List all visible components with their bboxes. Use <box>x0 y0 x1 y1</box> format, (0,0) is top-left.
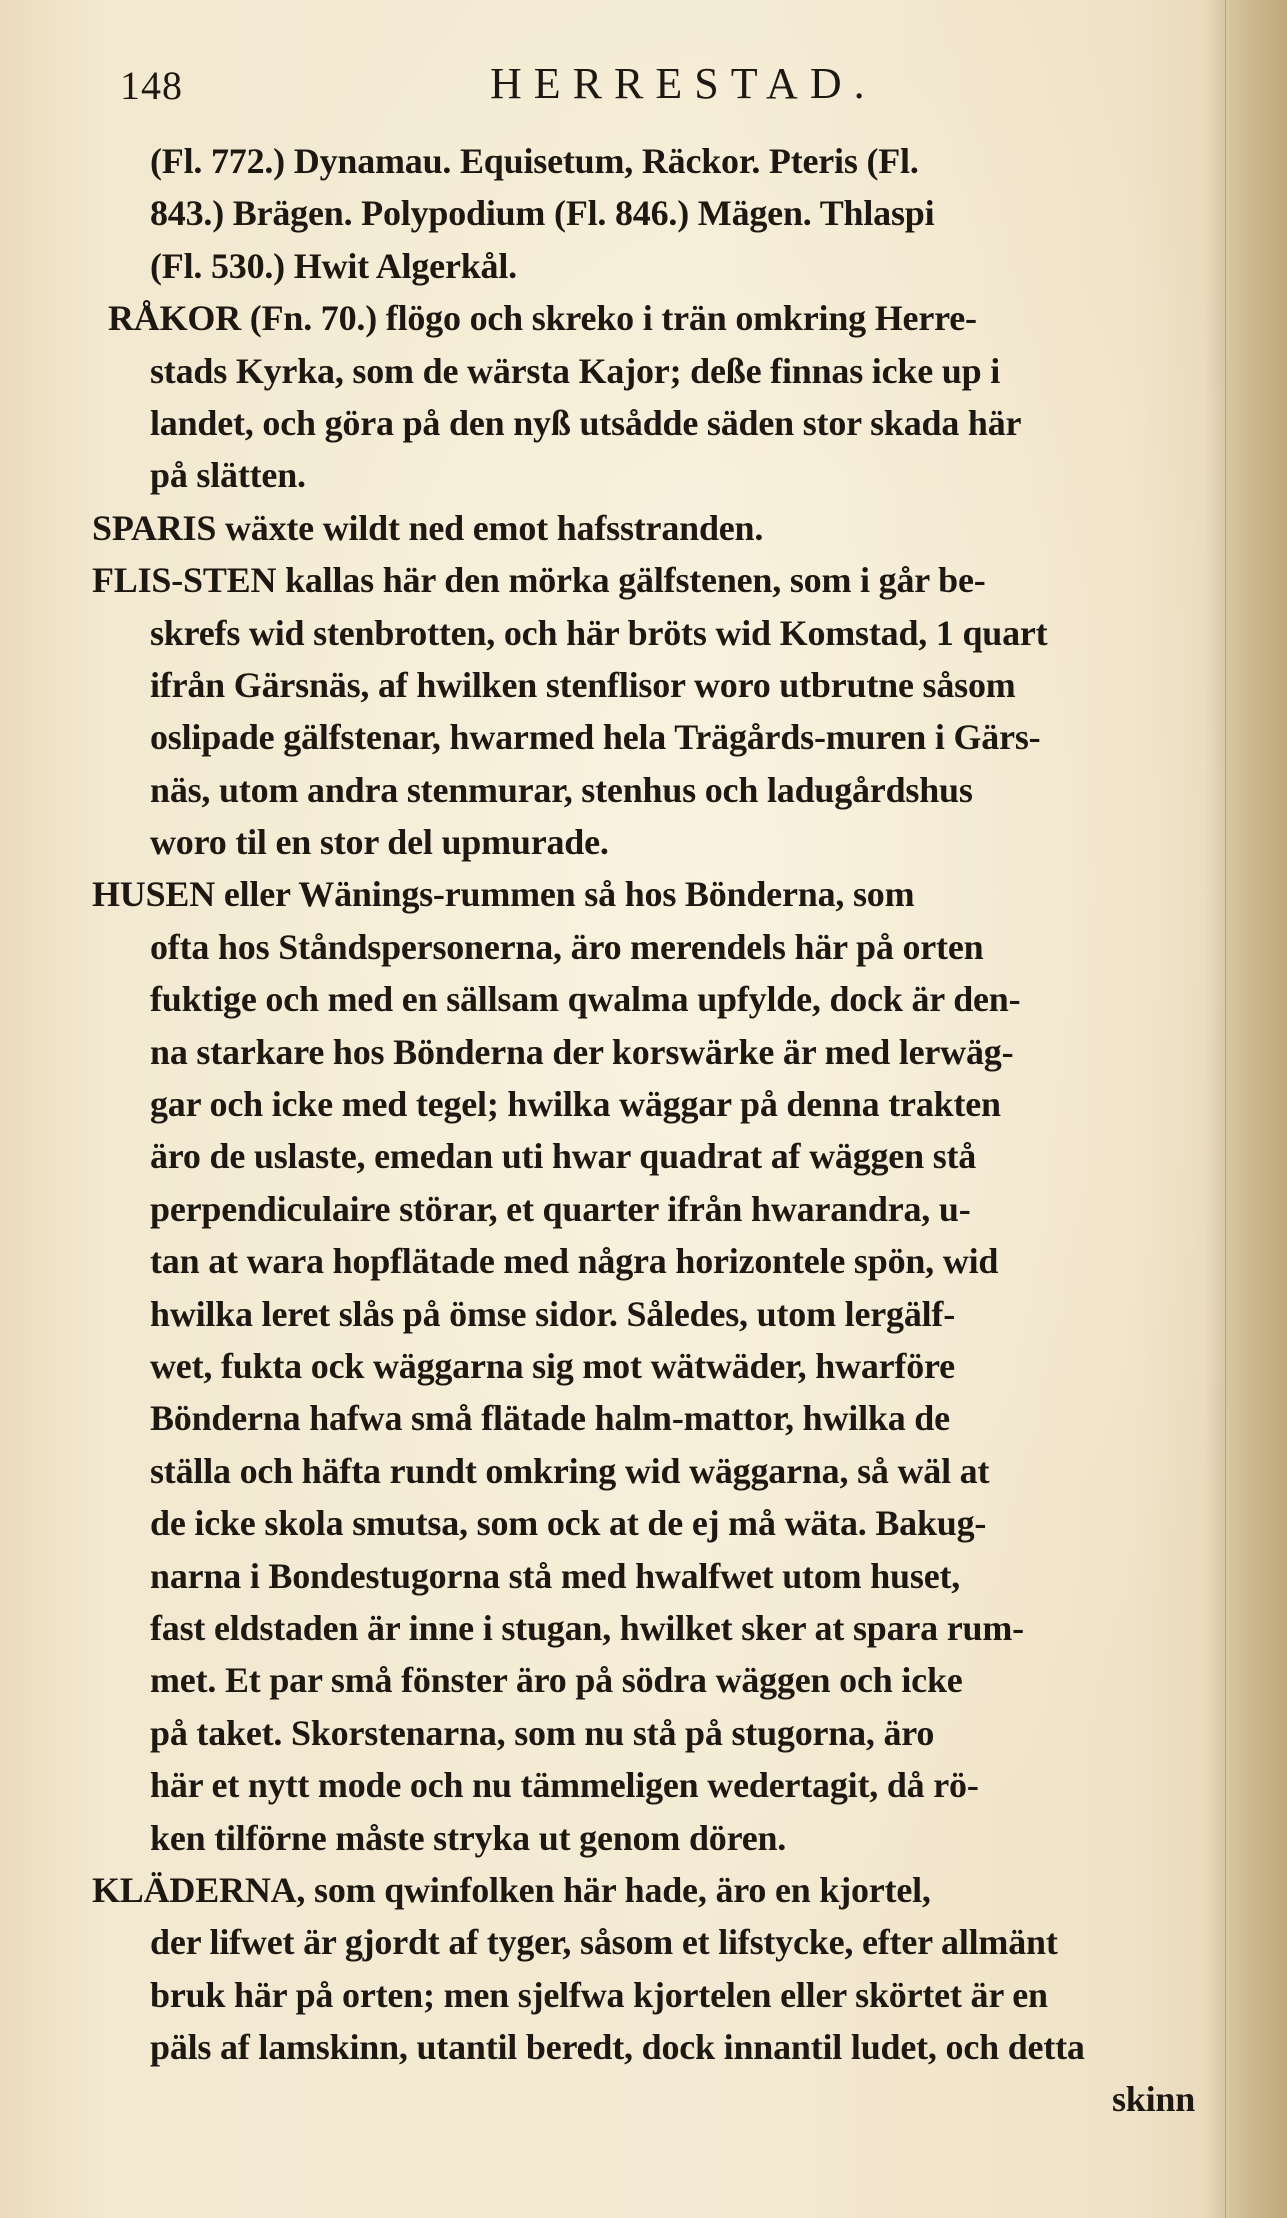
page-number: 148 <box>120 63 183 108</box>
text-line: på slätten. <box>150 455 306 496</box>
text-line: bruk här på orten; men sjelfwa kjortelen eller skörtet är en <box>150 1974 1048 2015</box>
text-line: ofta hos Ståndspersonerna, äro merendels här på orten <box>150 926 984 967</box>
page-header <box>120 58 1200 118</box>
text-line: der lifwet är gjordt af tyger, såsom et lifstycke, efter allmänt <box>150 1922 1058 1963</box>
text-line: fuktige och med en sällsam qwalma upfylde, dock är den- <box>150 979 1021 1020</box>
text-line: SPARIS wäxte wildt ned emot hafsstranden. <box>92 507 764 548</box>
text-line: landet, och göra på den nyß utsådde säden stor skada här <box>150 402 1022 443</box>
text-line: (Fl. 772.) Dynamau. Equisetum, Räckor. Pteris (Fl. <box>150 141 919 181</box>
text-line: päls af lamskinn, utantil beredt, dock innantil ludet, och detta <box>150 2027 1085 2068</box>
text-line: fast eldstaden är inne i stugan, hwilket sker at spara rum- <box>150 1607 1024 1648</box>
text-line: narna i Bondestugorna stå med hwalfwet utom huset, <box>150 1555 961 1596</box>
text-line: skrefs wid stenbrotten, och här bröts wid Komstad, 1 quart <box>150 612 1048 653</box>
text-line: ställa och häfta rundt omkring wid wäggarna, så wäl at <box>150 1450 990 1491</box>
catchword: skinn <box>1112 2079 1196 2120</box>
spine-shadow <box>1205 0 1225 2218</box>
text-line: HUSEN eller Wänings-rummen så hos Bönderna, som <box>92 874 915 915</box>
text-line: KLÄDERNA, som qwinfolken här hade, äro en kjortel, <box>92 1869 931 1910</box>
text-line: de icke skola smutsa, som ock at de ej må wäta. Bakug- <box>150 1503 987 1544</box>
text-line: (Fl. 530.) Hwit Algerkål. <box>150 245 517 286</box>
book-spine <box>1225 0 1287 2218</box>
text-line: RÅKOR (Fn. 70.) flögo och skreko i trän omkring Herre- <box>108 298 977 339</box>
text-line: gar och icke med tegel; hwilka wäggar på denna trakten <box>150 1084 1001 1125</box>
text-line: oslipade gälfstenar, hwarmed hela Trägårds-muren i Gärs- <box>150 717 1041 758</box>
text-line: på taket. Skorstenarna, som nu stå på stugorna, äro <box>150 1712 935 1753</box>
text-line: hwilka leret slås på ömse sidor. Således, utom lergälf- <box>150 1293 955 1334</box>
text-line: perpendiculaire störar, et quarter ifrån hwarandra, u- <box>150 1188 971 1229</box>
text-line: wet, fukta ock wäggarna sig mot wätwäder, hwarföre <box>150 1345 955 1386</box>
text-line: ken tilförne måste stryka ut genom dören. <box>150 1817 787 1858</box>
text-line: här et nytt mode och nu tämmeligen wedertagit, då rö- <box>150 1765 979 1806</box>
text-line: FLIS-STEN kallas här den mörka gälfstenen, som i går be- <box>92 560 986 601</box>
text-line: Bönderna hafwa små flätade halm-mattor, hwilka de <box>150 1398 950 1439</box>
text-line: met. Et par små fönster äro på södra wäggen och icke <box>150 1660 963 1701</box>
text-line: äro de uslaste, emedan uti hwar quadrat af wäggen stå <box>150 1136 977 1177</box>
text-line: na starkare hos Bönderna der korswärke är med lerwäg- <box>150 1031 1014 1072</box>
text-line: 843.) Brägen. Polypodium (Fl. 846.) Mägen. Thlaspi <box>150 193 935 234</box>
text-line: tan at wara hopflätade med några horizontele spön, wid <box>150 1241 999 1282</box>
running-head: HERRESTAD. <box>490 59 877 108</box>
text-line: näs, utom andra stenmurar, stenhus och ladugårdshus <box>150 769 973 810</box>
text-line: stads Kyrka, som de wärsta Kajor; deße finnas icke up i <box>150 350 1001 391</box>
text-line: ifrån Gärsnäs, af hwilken stenflisor woro utbrutne såsom <box>150 664 1016 705</box>
body-text <box>92 135 1202 2126</box>
text-line: woro til en stor del upmurade. <box>150 822 609 863</box>
